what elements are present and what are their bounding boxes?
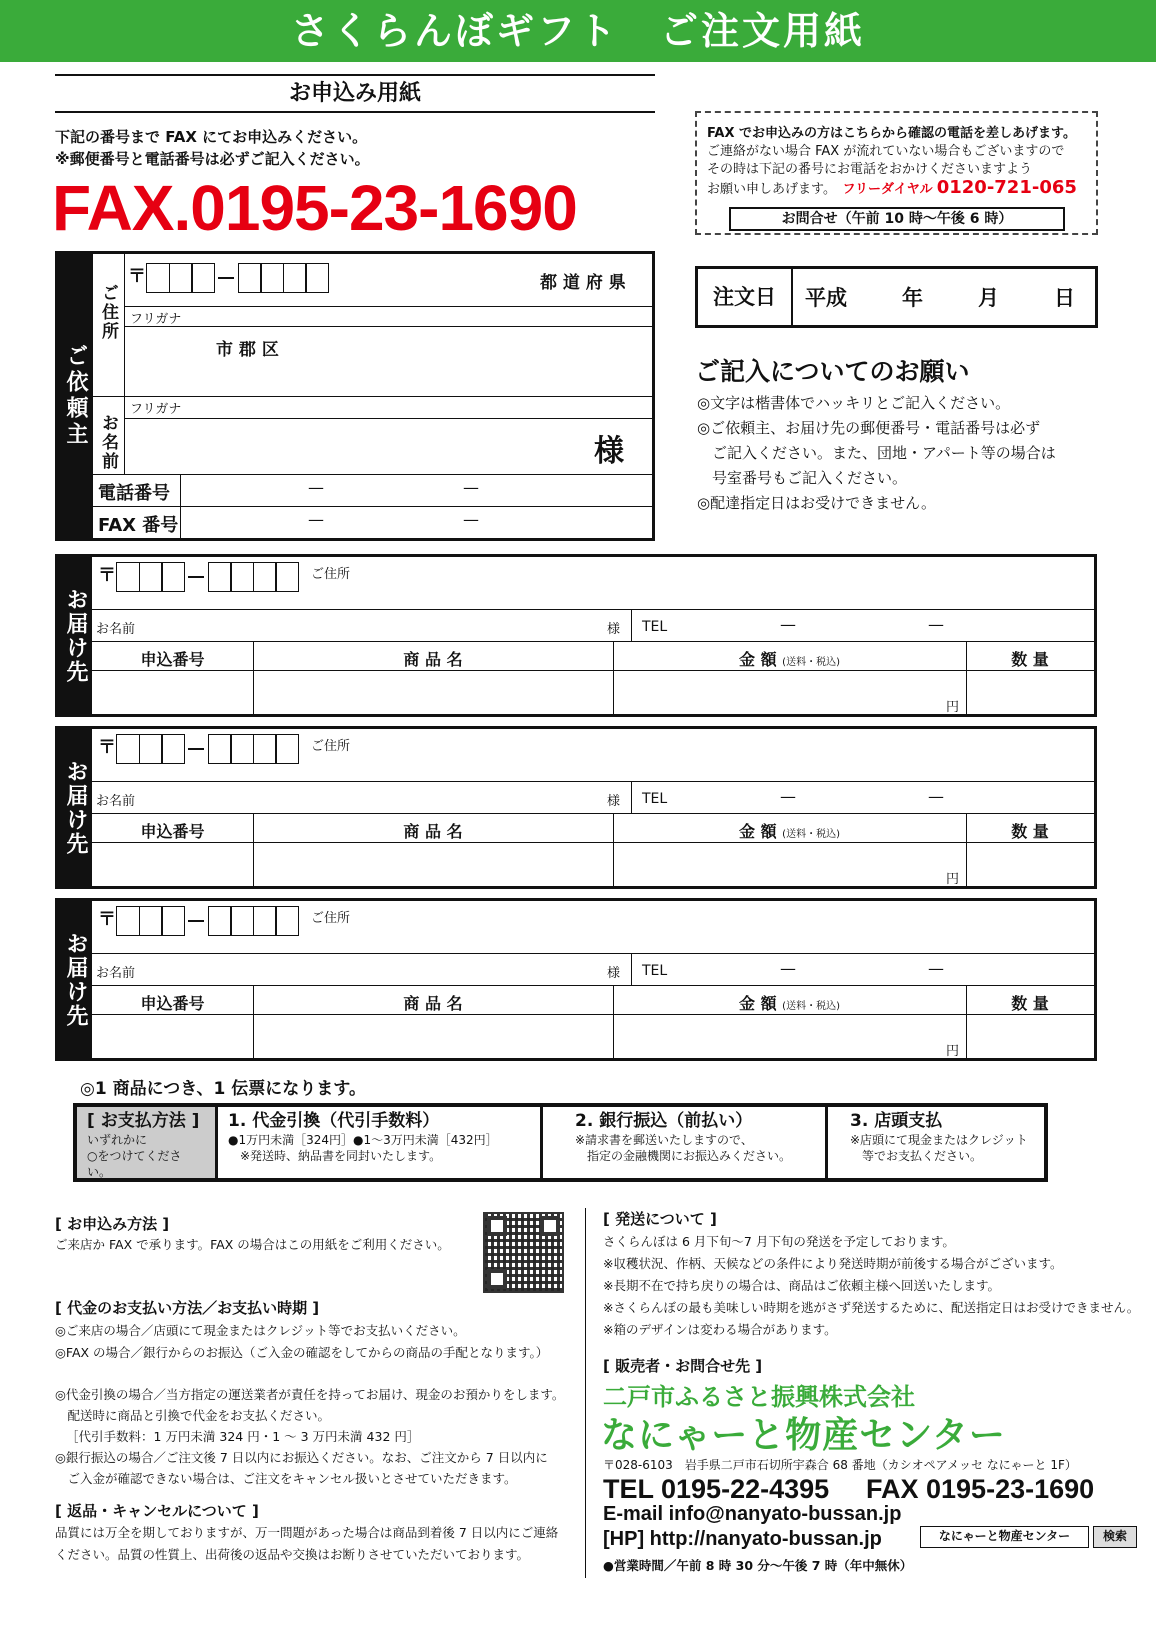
sender-name-label: お名前 [98, 414, 118, 471]
request-line-5: ◎配達指定日はお受けできません。 [697, 494, 936, 512]
info-line-4: お願い申しあげます。 フリーダイヤル 0120-721-065 [707, 177, 1077, 198]
yen-label: 円 [946, 872, 960, 887]
sender-honorific: 様 [594, 434, 624, 469]
payment-option-3-line-1: ※店頭にて現金またはクレジット [850, 1133, 1028, 1147]
seller-hours: ●営業時間／午前 8 時 30 分〜午後 7 時（年中無休） [603, 1558, 913, 1573]
col-qty: 数 量 [1011, 994, 1049, 1013]
payment-box [73, 1103, 1048, 1182]
city-label: 市 郡 区 [216, 340, 279, 360]
sender-furigana-address: フリガナ [130, 312, 182, 327]
info-line-3: その時は下記の番号にお電話をおかけくださいますよう [707, 162, 1033, 177]
col-order-no: 申込番号 [140, 994, 205, 1013]
shipping-line-3: ※長期不在で持ち戻りの場合は、商品はご依頼主様へ回送いたします。 [603, 1278, 1000, 1293]
phone-sep-1: — [308, 478, 324, 497]
delivery-postal[interactable] [98, 733, 298, 764]
col-amount: 金 額 (送料・税込) [739, 650, 840, 669]
postal-mark: 〒 [98, 565, 116, 586]
sender-postal[interactable] [128, 262, 328, 293]
delivery-header: お届け先 [58, 901, 92, 1058]
payment-title: [ お支払方法 ] [87, 1111, 200, 1131]
one-slip-note: ◎1 商品につき、1 伝票になります。 [80, 1079, 366, 1099]
era: 平成 [805, 286, 847, 310]
payment-option-2-line-2: 指定の金融機関にお振込みください。 [587, 1149, 792, 1163]
shipping-title: [ 発送について ] [603, 1210, 717, 1228]
tel-sep-2: — [928, 787, 944, 806]
delivery-tel-label: TEL [642, 791, 668, 807]
delivery-postal[interactable] [98, 905, 298, 936]
payment-option-2-line-1: ※請求書を郵送いたしますので、 [575, 1133, 753, 1147]
pay-method-line-4: 配送時に商品と引換で代金をお支払ください。 [55, 1408, 331, 1423]
delivery-honorific: 様 [607, 966, 621, 981]
delivery-section-1 [55, 554, 1097, 717]
request-line-3: ご記入ください。また、団地・アパート等の場合は [697, 444, 1056, 462]
tel-sep-1: — [780, 615, 796, 634]
payment-option-2-title: 2. 銀行振込（前払い） [575, 1111, 753, 1131]
col-qty: 数 量 [1011, 650, 1049, 669]
qty-input[interactable] [967, 844, 1094, 884]
product-input[interactable] [254, 844, 613, 884]
payment-option-2[interactable] [540, 1107, 825, 1178]
intro-line-1: 下記の番号まで FAX にてお申込みください。 [55, 128, 368, 146]
contact-hours: お問合せ（午前 10 時〜午後 6 時） [729, 207, 1065, 231]
payment-option-1-title: 1. 代金引換（代引手数料） [228, 1111, 440, 1131]
request-line-1: ◎文字は楷書体でハッキリとご記入ください。 [697, 394, 1011, 412]
returns-line-2: ください。品質の性質上、出荷後の返品や交換はお断りさせていただいております。 [55, 1547, 530, 1562]
order-no-input[interactable] [92, 844, 253, 884]
postal-mark: 〒 [128, 266, 146, 287]
info-box [695, 111, 1098, 235]
shipping-line-4: ※さくらんぼの最も美味しい時期を逃がさず発送するために、配送指定日はお受けできません。 [603, 1300, 1140, 1315]
yen-label: 円 [946, 700, 960, 715]
seller-email[interactable]: E-mail info@nanyato-bussan.jp [603, 1503, 902, 1525]
fax-label: FAX 番号 [98, 515, 179, 536]
sender-section [55, 251, 655, 541]
seller-hp[interactable]: [HP] http://nanyato-bussan.jp [603, 1528, 882, 1550]
month-label: 月 [978, 286, 999, 310]
amount-input[interactable] [614, 1016, 964, 1056]
order-no-input[interactable] [92, 672, 253, 712]
delivery-section-2 [55, 726, 1097, 889]
seller-tel: TEL 0195-22-4395 [603, 1474, 830, 1504]
info-line-2: ご連絡がない場合 FAX が流れていない場合もございますので [707, 144, 1065, 159]
payment-option-3[interactable] [825, 1107, 1044, 1178]
phone-sep-2: — [463, 478, 479, 497]
page-header: さくらんぼギフト ご注文用紙 [0, 0, 1156, 62]
pay-method-title: [ 代金のお支払い方法／お支払い時期 ] [55, 1299, 320, 1317]
payment-title-cell [77, 1107, 215, 1178]
yen-label: 円 [946, 1044, 960, 1059]
fax-number: FAX.0195-23-1690 [52, 172, 577, 244]
delivery-tel-label: TEL [642, 963, 668, 979]
search-button[interactable]: 検索 [1093, 1526, 1137, 1548]
tel-sep-1: — [780, 959, 796, 978]
request-title: ご記入についてのお願い [695, 357, 970, 386]
column-divider [585, 1208, 586, 1578]
payment-sub-1: いずれかに [87, 1133, 148, 1147]
delivery-name-label: お名前 [96, 794, 136, 809]
postal-field-2[interactable] [208, 734, 298, 764]
postal-mark: 〒 [98, 909, 116, 930]
seller-company: 二戸市ふるさと振興株式会社 [603, 1383, 915, 1411]
product-input[interactable] [254, 1016, 613, 1056]
intro-line-2: ※郵便番号と電話番号は必ずご記入ください。 [55, 150, 370, 168]
sender-furigana-name: フリガナ [130, 402, 182, 417]
col-qty: 数 量 [1011, 822, 1049, 841]
col-product: 商 品 名 [403, 650, 463, 669]
delivery-postal[interactable] [98, 561, 298, 592]
payment-sub-2: ○をつけてください。 [87, 1149, 182, 1179]
postal-mark: 〒 [98, 737, 116, 758]
payment-option-3-title: 3. 店頭支払 [850, 1111, 943, 1131]
tel-sep-2: — [928, 959, 944, 978]
day-label: 日 [1054, 286, 1075, 310]
pay-method-line-5: ［代引手数料：1 万円未満 324 円・1 〜 3 万円未満 432 円］ [66, 1429, 420, 1444]
order-date-label: 注文日 [698, 269, 793, 325]
pay-method-line-1: ◎ご来店の場合／店頭にて現金またはクレジット等でお支払いください。 [55, 1323, 466, 1338]
delivery-section-3 [55, 898, 1097, 1061]
form-title: お申込み用紙 [55, 74, 655, 113]
pay-method-line-7: ご入金が確認できない場合は、ご注文をキャンセル扱いとさせていただきます。 [55, 1471, 517, 1486]
seller-fax: FAX 0195-23-1690 [866, 1474, 1095, 1504]
sender-header: ご依頼主 [58, 254, 92, 538]
payment-option-1-line-2: ※発送時、納品書を同封いたします。 [240, 1149, 442, 1163]
col-order-no: 申込番号 [140, 822, 205, 841]
shipping-line-2: ※収穫状況、作柄、天候などの条件により発送時期が前後する場合がございます。 [603, 1256, 1063, 1271]
request-line-4: 号室番号もご記入ください。 [697, 469, 908, 487]
payment-option-1-line-1: ●1万円未満［324円］●1〜3万円未満［432円］ [228, 1133, 498, 1147]
how-to-text: ご来店か FAX で承ります。FAX の場合はこの用紙をご利用ください。 [55, 1237, 450, 1252]
payment-option-3-line-2: 等でお支払ください。 [862, 1149, 983, 1163]
seller-title: [ 販売者・お問合せ先 ] [603, 1357, 763, 1375]
amount-input[interactable] [614, 844, 964, 884]
shipping-line-1: さくらんぼは 6 月下旬〜7 月下旬の発送を予定しております。 [603, 1234, 955, 1249]
delivery-address-label: ご住所 [311, 739, 351, 754]
delivery-honorific: 様 [607, 794, 621, 809]
postal-field-1[interactable] [146, 263, 214, 293]
delivery-name-label: お名前 [96, 622, 136, 637]
delivery-address-label: ご住所 [311, 911, 351, 926]
pay-method-line-3: ◎代金引換の場合／当方指定の運送業者が責任を持ってお届け、現金のお預かりをします。 [55, 1387, 565, 1402]
free-dial-number: 0120-721-065 [936, 177, 1077, 198]
shipping-line-5: ※箱のデザインは変わる場合があります。 [603, 1322, 837, 1337]
pay-method-line-2: ◎FAX の場合／銀行からのお振込（ご入金の確認をしてからの商品の手配となります。） [55, 1345, 549, 1360]
col-order-no: 申込番号 [140, 650, 205, 669]
delivery-name-label: お名前 [96, 966, 136, 981]
delivery-header: お届け先 [58, 729, 92, 886]
qty-input[interactable] [967, 1016, 1094, 1056]
fax-sep-1: — [308, 510, 324, 529]
postal-field-2[interactable] [238, 263, 328, 293]
pay-method-line-6: ◎銀行振込の場合／ご注文後 7 日以内にお振込ください。なお、ご注文から 7 日以内に [55, 1450, 548, 1465]
postal-field-2[interactable] [208, 562, 298, 592]
col-amount: 金 額 (送料・税込) [739, 994, 840, 1013]
postal-field-2[interactable] [208, 906, 298, 936]
qty-input[interactable] [967, 672, 1094, 712]
fax-sep-2: — [463, 510, 479, 529]
payment-option-1[interactable] [215, 1107, 540, 1178]
seller-address: 〒028-6103 岩手県二戸市石切所宇森合 68 番地（カシオペアメッセ なにゃーと 1F） [603, 1458, 1077, 1472]
tel-sep-1: — [780, 787, 796, 806]
delivery-address-label: ご住所 [311, 567, 351, 582]
col-amount: 金 額 (送料・税込) [739, 822, 840, 841]
sender-address-label: ご住所 [98, 284, 118, 341]
postal-field-1[interactable] [116, 562, 184, 592]
delivery-header: お届け先 [58, 557, 92, 714]
postal-field-1[interactable] [116, 734, 184, 764]
phone-label: 電話番号 [98, 483, 170, 504]
how-to-title: [ お申込み方法 ] [55, 1215, 170, 1233]
year-label: 年 [902, 286, 923, 310]
order-no-input[interactable] [92, 1016, 253, 1056]
order-date-fields[interactable] [793, 282, 1095, 312]
col-product: 商 品 名 [403, 994, 463, 1013]
returns-line-1: 品質には万全を期しておりますが、万一問題があった場合は商品到着後 7 日以内にご連絡 [55, 1525, 559, 1540]
amount-input[interactable] [614, 672, 964, 712]
delivery-tel-label: TEL [642, 619, 668, 635]
request-line-2: ◎ご依頼主、お届け先の郵便番号・電話番号は必ず [697, 419, 1041, 437]
col-product: 商 品 名 [403, 822, 463, 841]
product-input[interactable] [254, 672, 613, 712]
seller-center: なにゃーと物産センター [601, 1415, 1006, 1456]
free-dial-label: フリーダイヤル [842, 182, 933, 197]
qr-code [483, 1212, 564, 1293]
returns-title: [ 返品・キャンセルについて ] [55, 1502, 259, 1520]
delivery-honorific: 様 [607, 622, 621, 637]
search-input[interactable]: なにゃーと物産センター [920, 1526, 1089, 1548]
postal-field-1[interactable] [116, 906, 184, 936]
prefecture-label: 都 道 府 県 [540, 273, 626, 293]
info-line-1: FAX でお申込みの方はこちらから確認の電話を差しあげます。 [707, 126, 1076, 141]
order-date-box[interactable] [695, 266, 1098, 328]
tel-sep-2: — [928, 615, 944, 634]
